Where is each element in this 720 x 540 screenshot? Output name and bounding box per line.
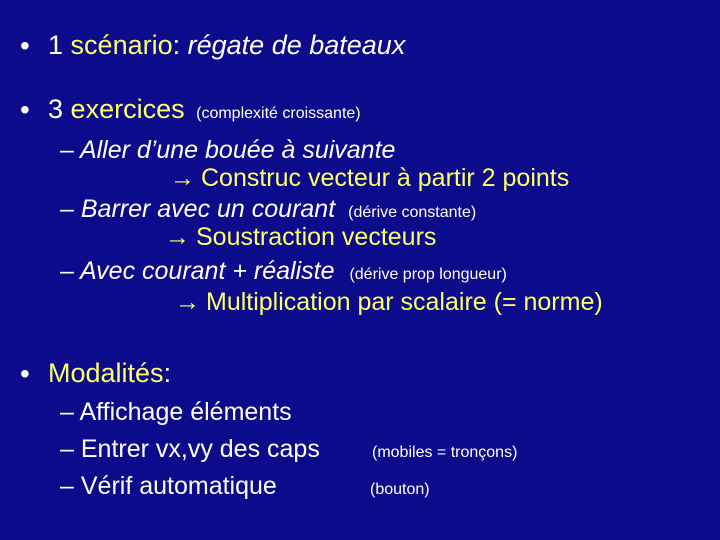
subitem-text: Entrer vx,vy des caps xyxy=(80,435,320,463)
subitem-note: (dérive prop longueur) xyxy=(349,266,507,283)
subitem-text: Barrer avec un courant xyxy=(80,195,336,223)
dash: – xyxy=(60,435,74,463)
subitem-verif xyxy=(60,472,277,501)
subitem-note: (bouton) xyxy=(370,481,430,498)
arrow-icon: → xyxy=(170,164,195,192)
subitem-courant xyxy=(60,257,507,286)
dash: – xyxy=(60,195,74,223)
bullet-marker: • xyxy=(20,94,30,125)
keyword-scenario: scénario xyxy=(70,30,173,60)
bullet-scenario xyxy=(48,30,405,61)
result-text: Construc vecteur à partir 2 points xyxy=(201,164,570,192)
dash: – xyxy=(60,472,74,500)
bullet-marker: • xyxy=(20,30,30,61)
scenario-text: régate de bateaux xyxy=(187,30,406,60)
bullet-marker: • xyxy=(20,358,30,389)
result-line xyxy=(165,223,436,252)
dash: – xyxy=(60,398,74,426)
subitem-entrer xyxy=(60,435,320,464)
subitem-text: Affichage éléments xyxy=(79,398,292,426)
subitem-text: Vérif automatique xyxy=(80,472,277,500)
result-text: Soustraction vecteurs xyxy=(196,223,437,251)
result-line xyxy=(175,288,603,317)
arrow-icon: → xyxy=(165,223,190,251)
dash: – xyxy=(60,136,74,164)
bullet-note: (complexité croissante) xyxy=(196,105,361,122)
bullet-modalites xyxy=(48,358,171,389)
subitem-barrer xyxy=(60,195,476,224)
subitem-note: (dérive constante) xyxy=(348,204,477,221)
bullet-exercices xyxy=(48,94,361,125)
subitem-text: Aller d’une bouée à suivante xyxy=(79,136,396,164)
subitem-affichage xyxy=(60,398,292,427)
colon: : xyxy=(163,358,172,388)
keyword-modalites: Modalités xyxy=(48,358,164,388)
arrow-icon: → xyxy=(175,288,200,316)
subitem-aller xyxy=(60,136,395,165)
subitem-text: Avec courant + réaliste xyxy=(79,257,335,285)
subitem-note: (mobiles = tronçons) xyxy=(372,444,518,461)
result-text: Multiplication par scalaire (= norme) xyxy=(206,288,603,316)
colon: : xyxy=(172,30,181,60)
result-line xyxy=(170,164,569,193)
dash: – xyxy=(60,257,74,285)
bullet-number: 1 xyxy=(48,30,64,60)
keyword-exercices: exercices xyxy=(70,94,185,124)
bullet-number: 3 xyxy=(48,94,64,124)
